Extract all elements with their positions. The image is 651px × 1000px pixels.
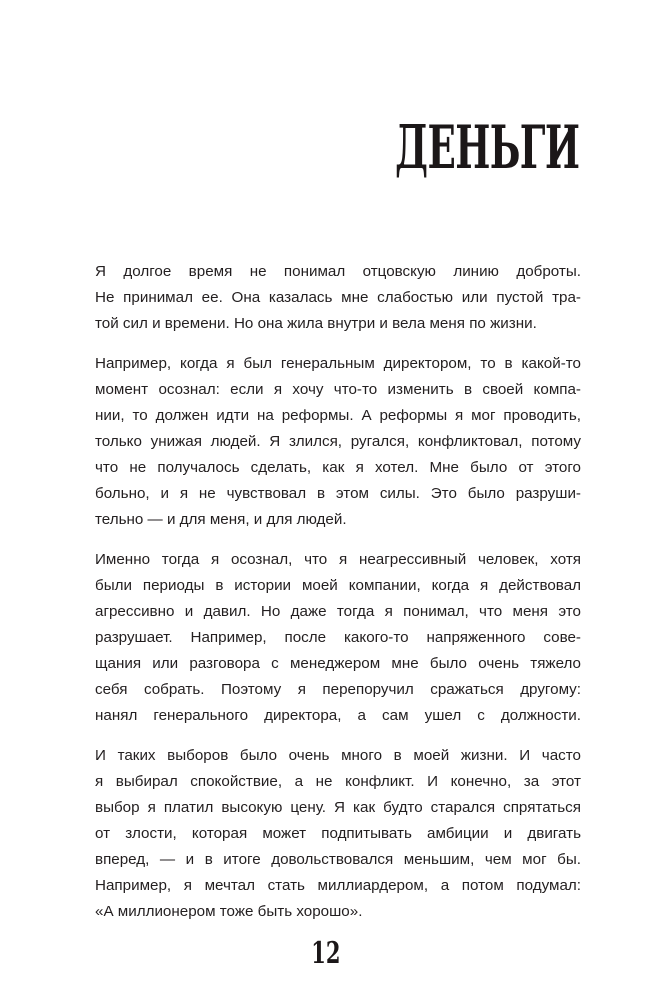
- page-number: [0, 934, 651, 974]
- text-line: только унижая людей. Я злился, ругался, конфликтовал, потому: [95, 433, 581, 450]
- text-line: Я долгое время не понимал отцовскую линию доброты.: [95, 263, 581, 280]
- text-line: той сил и времени. Но она жила внутри и вела меня по жизни.: [95, 315, 537, 332]
- text-line: я выбирал спокойствие, а не конфликт. И конечно, за этот: [95, 773, 581, 790]
- text-line: Не принимал ее. Она казалась мне слабостью или пустой тра-: [95, 289, 581, 306]
- text-line: Например, я мечтал стать миллиардером, а потом подумал:: [95, 877, 581, 894]
- body-text: [95, 259, 581, 939]
- text-line: больно, и я не чувствовал в этом силы. Это было разруши-: [95, 485, 581, 502]
- text-line: нии, то должен идти на реформы. А реформы я мог проводить,: [95, 407, 581, 424]
- text-line: момент осознал: если я хочу что-то изменить в своей компа-: [95, 381, 581, 398]
- text-line: «А миллионером тоже быть хорошо».: [95, 903, 363, 920]
- text-line: Именно тогда я осознал, что я неагрессивный человек, хотя: [95, 551, 581, 568]
- text-line: выбор я платил высокую цену. Я как будто старался спрятаться: [95, 799, 581, 816]
- paragraph-1: [95, 259, 581, 337]
- text-line: что не получалось сделать, как я хотел. Мне было от этого: [95, 459, 581, 476]
- paragraph-2: [95, 351, 581, 533]
- text-line: себя собрать. Поэтому я перепоручил сражаться другому:: [95, 681, 581, 698]
- text-line: И таких выборов было очень много в моей жизни. И часто: [95, 747, 581, 764]
- paragraph-4: [95, 743, 581, 925]
- chapter-title: ДЕНЬГИ: [394, 113, 579, 183]
- text-line: нанял генерального директора, а сам ушел с должности.: [95, 707, 581, 724]
- text-line: тельно — и для меня, и для людей.: [95, 511, 347, 528]
- text-line: вперед, — и в итоге довольствовался меньшим, чем мог бы.: [95, 851, 581, 868]
- text-line: от злости, которая может подпитывать амбиции и двигать: [95, 825, 581, 842]
- text-line: разрушает. Например, после какого-то напряженного сове-: [95, 629, 581, 646]
- text-line: Например, когда я был генеральным директором, то в какой-то: [95, 355, 581, 372]
- text-line: были периоды в истории моей компании, когда я действовал: [95, 577, 581, 594]
- paragraph-3: [95, 547, 581, 729]
- page-number-text: 12: [310, 936, 341, 971]
- text-line: щания или разговора с менеджером мне было очень тяжело: [95, 655, 581, 672]
- text-line: агрессивно и давил. Но даже тогда я понимал, что меня это: [95, 603, 581, 620]
